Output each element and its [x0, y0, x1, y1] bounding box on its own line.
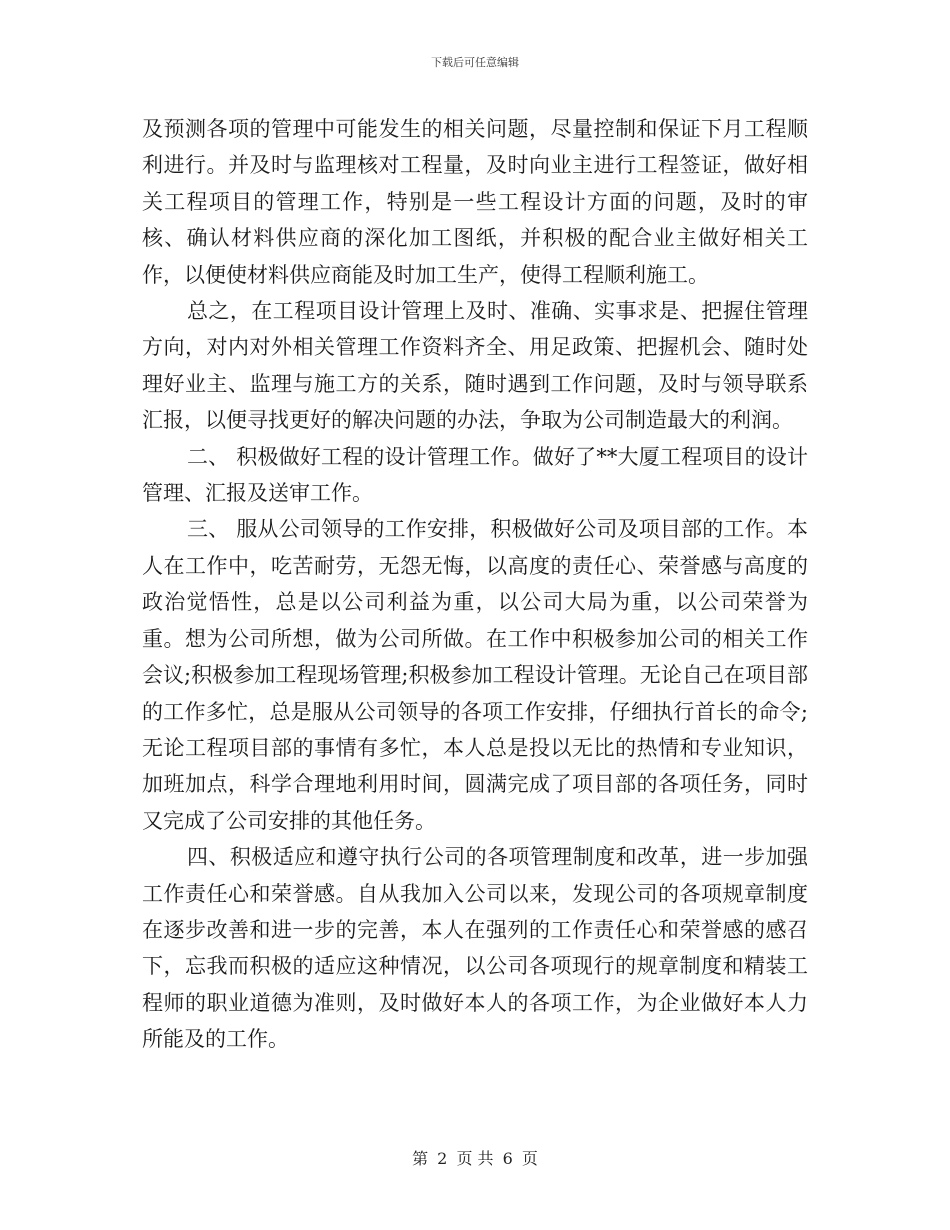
current-page-number: 2 — [437, 1149, 448, 1168]
paragraph-continuation: 及预测各项的管理中可能发生的相关问题，尽量控制和保证下月工程顺利进行。并及时与监理核对工程量，及时向业主进行工程签证，做好相关工程项目的管理工作，特别是一些工程设计方面的问题，及时的审核、确认材料供应商的深化加工图纸，并积极的配合业主做好相关工作，以便使材料供应商能及时加工生产，使得工程顺利施工。 — [142, 117, 808, 287]
footer-prefix: 第 — [412, 1149, 429, 1168]
paragraph-item-3: 三、 服从公司领导的工作安排，积极做好公司及项目部的工作。本人在工作中，吃苦耐劳，无怨无悔，以高度的责任心、荣誉感与高度的政治觉悟性，总是以公司利益为重，以公司大局为重，以公司荣誉为重。想为公司所想，做为公司所做。在工作中积极参加公司的相关工作会议;积极参加工程现场管理;积极参加工程设计管理。无论自己在项目部的工作多忙，总是服从公司领导的各项工作安排，仔细执行首长的命令;无论工程项目部的事情有多忙，本人总是投以无比的热情和专业知识，加班加点，科学合理地利用时间，圆满完成了项目部的各项任务，同时又完成了公司安排的其他任务。 — [142, 517, 808, 833]
paragraph-item-4: 四、积极适应和遵守执行公司的各项管理制度和改革，进一步加强工作责任心和荣誉感。自从我加入公司以来，发现公司的各项规章制度在逐步改善和进一步的完善，本人在强列的工作责任心和荣誉感的感召下，忘我而积极的适应这种情况，以公司各项现行的规章制度和精装工程师的职业道德为准则，及时做好本人的各项工作，为企业做好本人力所能及的工作。 — [142, 845, 808, 1052]
paragraph-summary: 总之，在工程项目设计管理上及时、准确、实事求是、把握住管理方向，对内对外相关管理工作资料齐全、用足政策、把握机会、随时处理好业主、监理与施工方的关系，随时遇到工作问题，及时与领导联系汇报，以便寻找更好的解决问题的办法，争取为公司制造最大的利润。 — [142, 299, 808, 433]
footer-suffix: 页 — [521, 1149, 538, 1168]
document-body — [142, 111, 808, 1058]
page-footer — [0, 1146, 950, 1169]
page-header: 下载后可任意编辑 — [431, 56, 519, 69]
paragraph-item-2: 二、 积极做好工程的设计管理工作。做好了**大厦工程项目的设计管理、汇报及送审工作。 — [142, 444, 808, 506]
footer-middle: 页 共 — [456, 1149, 494, 1168]
total-page-count: 6 — [502, 1149, 513, 1168]
